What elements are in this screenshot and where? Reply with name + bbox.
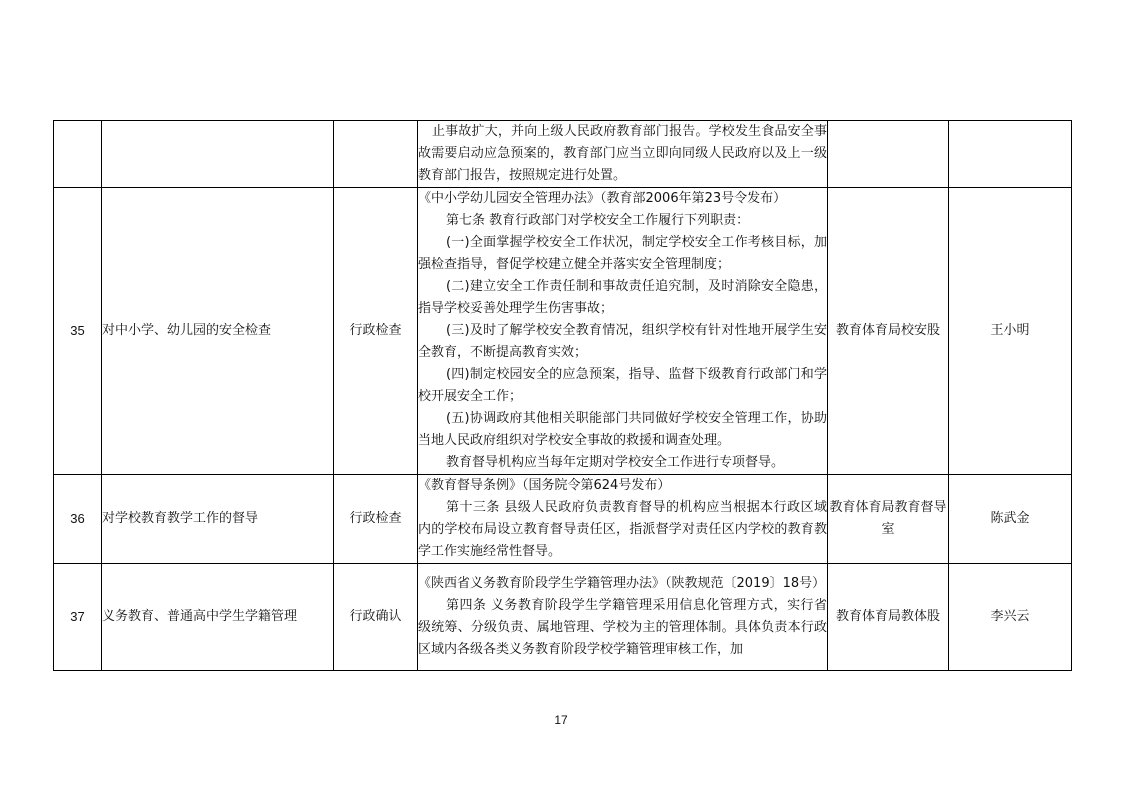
table-row	[54, 121, 1072, 188]
basis-paragraph: 止事故扩大，并向上级人民政府教育部门报告。学校发生食品安全事故需要启动应急预案的，教育部门应当立即向同级人民政府以及上一级教育部门报告，按照规定进行处置。	[418, 124, 827, 183]
legal-basis-cell	[418, 564, 828, 671]
basis-paragraph: (一)全面掌握学校安全工作状况，制定学校安全工作考核目标，加强检查指导，督促学校建立健全并落实安全管理制度；	[418, 235, 827, 272]
table-row	[54, 475, 1072, 564]
table-row	[54, 564, 1072, 671]
responsible-person-cell	[949, 121, 1072, 188]
basis-paragraph: 《陕西省义务教育阶段学生学籍管理办法》（陕教规范〔2019〕18号）	[418, 576, 826, 591]
basis-paragraph: (三)及时了解学校安全教育情况，组织学校有针对性地开展学生安全教育，不断提高教育实效；	[418, 323, 827, 360]
responsible-person-cell: 李兴云	[949, 564, 1072, 671]
item-name-cell: 对学校教育教学工作的督导	[102, 475, 334, 564]
basis-paragraph: 《教育督导条例》（国务院令第624号发布）	[418, 478, 671, 493]
table-row	[54, 188, 1072, 475]
basis-paragraph: 第四条 义务教育阶段学生学籍管理采用信息化管理方式，实行省级统筹、分级负责、属地管理、学校为主的管理体制。具体负责本行政区域内各级各类义务教育阶段学校学籍管理审核工作，加	[418, 598, 827, 657]
basis-paragraph: 《中小学幼儿园安全管理办法》（教育部2006年第23号令发布）	[418, 191, 787, 206]
category-cell: 行政检查	[334, 475, 418, 564]
basis-paragraph: 第十三条 县级人民政府负责教育督导的机构应当根据本行政区域内的学校布局设立教育督导责任区，指派督学对责任区内学校的教育教学工作实施经常性督导。	[418, 500, 827, 559]
item-name-cell	[102, 121, 334, 188]
row-number-cell: 36	[54, 475, 102, 564]
basis-paragraph: (四)制定校园安全的应急预案，指导、监督下级教育行政部门和学校开展安全工作；	[418, 367, 827, 404]
item-name-cell: 对中小学、幼儿园的安全检查	[102, 188, 334, 475]
category-cell	[334, 121, 418, 188]
responsible-person-cell: 王小明	[949, 188, 1072, 475]
department-cell	[828, 121, 949, 188]
row-number-cell: 35	[54, 188, 102, 475]
basis-paragraph: (二)建立安全工作责任制和事故责任追究制，及时消除安全隐患，指导学校妥善处理学生伤害事故；	[418, 279, 827, 316]
item-name-cell: 义务教育、普通高中学生学籍管理	[102, 564, 334, 671]
legal-basis-cell	[418, 121, 828, 188]
basis-paragraph: (五)协调政府其他相关职能部门共同做好学校安全管理工作，协助当地人民政府组织对学校安全事故的救援和调查处理。	[418, 411, 827, 448]
authority-list-table	[53, 120, 1072, 671]
department-cell: 教育体育局校安股	[828, 188, 949, 475]
basis-paragraph: 第七条 教育行政部门对学校安全工作履行下列职责：	[446, 213, 750, 228]
department-cell: 教育体育局教育督导室	[828, 475, 949, 564]
department-cell: 教育体育局教体股	[828, 564, 949, 671]
responsible-person-cell: 陈武金	[949, 475, 1072, 564]
legal-basis-cell	[418, 188, 828, 475]
row-number-cell	[54, 121, 102, 188]
page-number: 17	[554, 713, 568, 727]
legal-basis-cell	[418, 475, 828, 564]
row-number-cell: 37	[54, 564, 102, 671]
category-cell: 行政确认	[334, 564, 418, 671]
category-cell: 行政检查	[334, 188, 418, 475]
basis-paragraph: 教育督导机构应当每年定期对学校安全工作进行专项督导。	[446, 455, 785, 470]
